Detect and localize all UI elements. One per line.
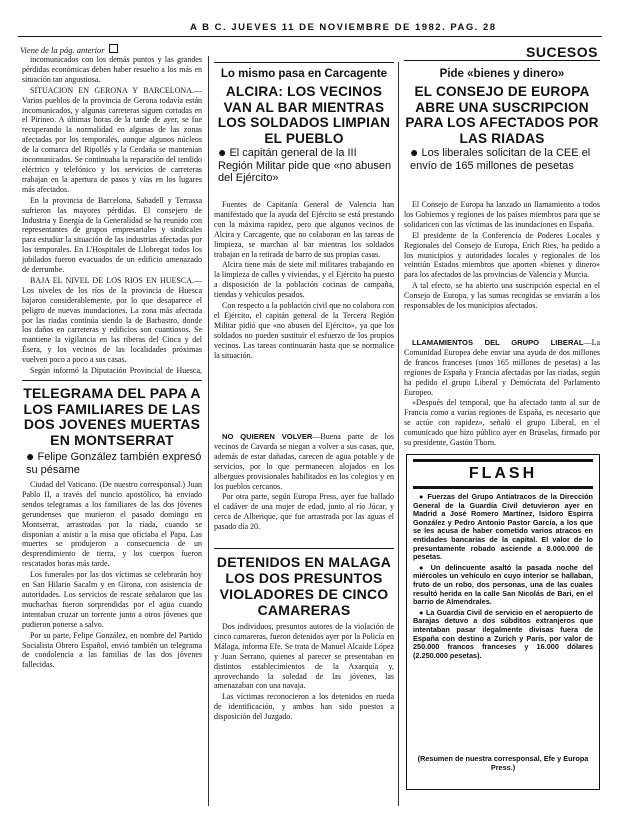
col1-para: Según informó la Diputación Provincial de Huesca,	[30, 366, 202, 375]
column-rule-1	[208, 56, 209, 806]
col1-para: incomunicados con los demás puntos y las grandes pérdidas económicas deben haber resuelto a los más en situación tan angustiosa.	[22, 55, 202, 84]
col1-headline: TELEGRAMA DEL PAPA A LOS FAMILIARES DE LAS DOS JOVENES MUERTAS EN MONTSERRAT	[23, 385, 201, 448]
col1-para: BAJA EL NIVEL DE LOS RIOS EN HUESCA.—Los niveles de los ríos de la provincia de Huesca bajaron considerablemente, por lo que desaparece el peligro de nuevas inundaciones. La zona más afectada por las riadas continúa siendo la de Barbastro, donde los daños en carreteras y edificios son cuantiosos. Se mantiene la vigilancia en las riberas del Cinca y del Ésera, y los vecinos de las localidades próximas vuelven poco a poco a sus casas.	[22, 275, 202, 365]
col2-article	[214, 200, 394, 426]
bullet-icon: ●	[26, 448, 35, 464]
col1-bottom-article	[22, 480, 202, 798]
col1-para: En la provincia de Barcelona, Sabadell y Terrassa sufrieron las mayores pérdidas. El consejero de Industria y Energía de la Generalidad se ha reunido con representantes de grupos empresariales y sindicales para estudiar la situación de las industrias afectadas por los temporales. En L'Hospitalet de Llobregat todos los jubilados fueron evacuados de un edificio amenazado de derrumbe.	[22, 195, 202, 275]
col2-headline2: DETENIDOS EN MALAGA LOS DOS PRESUNTOS VIOLADORES DE CINCO CAMARERAS	[216, 554, 392, 618]
flash-item-text: Un delincuente asaltó la pasada noche del miércoles un vehículo en cuyo interior se hallaban, fruto de un robo, dos personas, una de las cuales resultó herida en la calle San Nicolás de Bari, en el barrio de Almendrales.	[413, 562, 593, 607]
col3-para: El Consejo de Europa ha lanzado un llamamiento a todos los Gobiernos y regiones de los países miembros para que se solidaricen con las víctimas de las inundaciones en España.	[404, 200, 600, 229]
col1-para: Ciudad del Vaticano. (De nuestro corresponsal.) Juan Pablo II, a través del nuncio apostólico, ha enviado sendos telegramas a los familiares de las dos jóvenes gerundenses que murieron el pasado domingo en Montserrat, arrastradas por la riada, cuando se disponían a asistir a la misa que oficiaba el Papa. Las muertes se produjeron a consecuencia de un desprendimiento de tierra, y los cuerpos fueron rescatados horas más tarde.	[22, 480, 202, 569]
header-rule	[18, 36, 602, 37]
col2-para2: Las víctimas reconocieron a los detenidos en rueda de identificación, y ambos han sido puestos a disposición del Juzgado.	[214, 692, 394, 722]
col3-section2-title: LLAMAMIENTOS DEL GRUPO LIBERAL	[412, 338, 584, 347]
column-rule-2	[398, 62, 399, 806]
bullet-icon: ●	[419, 493, 428, 501]
flash-item-text: La Guardia Civil de servicio en el aeropuerto de Barajas detuvo a dos súbditos extranjeros que intentaban pasar ilegalmente divisas fuera de España con destino a Zurich y París, por valor de 250.000 francos franceses y 16.000 dólares (2.250.000 pesetas).	[413, 607, 593, 660]
col2-deck-text: El capitán general de la III Región Militar pide que «no abusen del Ejército»	[218, 147, 392, 184]
flash-item	[413, 564, 593, 607]
col3-deck	[410, 146, 600, 172]
col3-article	[404, 200, 600, 332]
col1-para: Los funerales por las dos víctimas se celebrarán hoy en San Hilario Sacalm y en Girona, con asistencia de autoridades. Los servicios de rescate señalaron que las muchachas fueron sorprendidas por el agua cuando intentaban cruzar un torrente junto a otros jóvenes que pudieron ponerse a salvo.	[22, 570, 202, 629]
bullet-icon: ●	[419, 607, 426, 617]
col2-section2-title: NO QUIEREN VOLVER	[222, 432, 313, 441]
flash-title: FLASH	[468, 465, 538, 482]
col1-deck-text: Felipe González también expresó su pésame	[26, 451, 202, 476]
flash-item-text: Fuerzas del Grupo Antiatracos de la Dirección General de la Guardia Civil detuvieron ayer en Madrid a José Romero Martínez, Isidoro Espirra González y Pedro Antonio Pastor García, a los que se les acusa de haber cometido varios atracos en entidades bancarias de la capital. El valor de lo presuntamente robado asciende a 8.000.000 de pesetas.	[413, 493, 593, 562]
col2-top-rule	[214, 62, 394, 63]
col1-divider	[22, 380, 202, 381]
bullet-icon: ●	[410, 144, 419, 160]
col2-deck	[218, 146, 394, 185]
col2-para: Con respecto a la población civil que no colabora con el Ejército, el capitán general de la Tercera Región Militar pidió que «no abusen del Ejército», ya que los soldados no pueden sustituir el esfuerzo de los propios vecinos. Las tareas continuarán hasta que se normalice la situación.	[214, 301, 394, 360]
col2-para: Alcira tiene más de siete mil militares trabajando en la limpieza de calles y viviendas, y el Ejército ha puesto a disposición de la población cocinas de campaña, tiendas y vehículos pesados.	[214, 260, 394, 300]
page-header: A B C. JUEVES 11 DE NOVIEMBRE DE 1982. PAG. 28	[190, 22, 497, 33]
bullet-icon: ●	[419, 562, 431, 572]
col2-article2	[214, 622, 394, 800]
col3-section2-more: «Después del temporal, que ha afectado tanto al sur de Francia como a varias regiones de España, es necesario que se actúe con rapidez», señaló el grupo Liberal, en el comunicado que hizo público ayer en Bruselas, firmado por su presidente, Gastón Thorn.	[404, 398, 600, 448]
col2-section2-para	[214, 432, 394, 491]
col1-para: Por su parte, Felipe González, en nombre del Partido Socialista Obrero Español, envió también un telegrama de condolencia a las familias de las dos jóvenes fallecidas.	[22, 630, 202, 670]
col3-section2-text: —La Comunidad Europea debe enviar una ayuda de dos millones de francos franceses (unos 165 millones de pesetas) a las regiones de España y Francia afectadas por las riadas, según ha pedido el grupo Liberal y Demócrata del Parlamento Europeo.	[404, 338, 600, 397]
continuation-box-icon	[109, 44, 118, 53]
flash-footnote: (Resumen de nuestra corresponsal, Efe y Europa Press.)	[417, 754, 589, 772]
flash-item	[413, 493, 593, 562]
col3-deck-text: Los liberales solicitan de la CEE el envío de 165 millones de pesetas	[410, 147, 591, 172]
col3-kicker: Pide «bienes y dinero»	[439, 68, 565, 80]
flash-body	[413, 493, 593, 753]
col3-para: El presidente de la Conferencia de Poderes Locales y Regionales del Consejo de Europa, Erich Ries, ha pedido a los municipios y autoridades locales y regionales de los veintiún Estados miembros que aporten «bienes y dinero» para los afectados de las provincias de Valencia y Murcia.	[404, 230, 600, 280]
flash-item	[413, 609, 593, 661]
col1-top-article	[22, 55, 202, 375]
col2-para2: Dos individuos, presuntos autores de la violación de cinco camareras, fueron detenidos ayer por la Policía en Málaga, informa Efe. Se trata de Manuel Alcaide López y Juan Serrano, quienes al parecer se presentaban en distintos establecimientos de la Axarquía y, aprovechando la soledad de las jóvenes, las amenazaban con una navaja.	[214, 622, 394, 691]
section-rule	[404, 60, 600, 61]
flash-bottom-band	[413, 486, 593, 489]
col2-section2-more: Por otra parte, según Europa Press, ayer fue hallado el cadáver de una mujer de edad, junto al río Júcar, y cerca de Alberique, que fue arrastrada por las aguas el pasado día 20.	[214, 492, 394, 532]
section-label: SUCESOS	[526, 44, 598, 60]
col2-section2	[214, 432, 394, 538]
col1-deck	[26, 450, 202, 476]
col3-section2-para	[404, 338, 600, 397]
flash-top-band	[413, 459, 593, 462]
col2-kicker: Lo mismo pasa en Carcagente	[220, 68, 388, 80]
col3-headline: EL CONSEJO DE EUROPA ABRE UNA SUSCRIPCION PARA LOS AFECTADOS POR LAS RIADAS	[405, 84, 599, 146]
col1-para: SITUACION EN GERONA Y BARCELONA.—Varios pueblos de la provincia de Gerona todavía están incomunicados, y algunas carreteras siguen cortadas en el Pirineo. A últimas horas de la tarde de ayer, se fue recuperando la normalidad en algunas de las zonas afectadas por los temporales, aunque algunos núcleos de la comarca del Ripollés y la Cerdaña se mantenían incomunicados. Se continuaba la reparación del tendido eléctrico y telefónico y los servicios de carreteras trabajan en la apertura de pasos y vías en los lugares más afectados.	[22, 85, 202, 194]
col2-section2-text: —Buena parte de los vecinos de Cavarda se niegan a volver a sus casas, que, además de estar dañadas, carecen de agua potable y de servicios, por lo que permanecen alojados en los albergues provisionales habilitados en los colegios y en los pueblos cercanos.	[214, 432, 394, 491]
col2-divider	[214, 548, 394, 549]
bullet-icon: ●	[218, 144, 227, 160]
flash-box	[406, 454, 600, 790]
col3-section2	[404, 338, 600, 448]
col2-headline: ALCIRA: LOS VECINOS VAN AL BAR MIENTRAS LOS SOLDADOS LIMPIAN EL PUEBLO	[217, 84, 391, 146]
col2-para: Fuentes de Capitanía General de Valencia han manifestado que la ayuda del Ejército se está prestando con la máxima rapidez, pero que algunos vecinos de Alcira y Carcagente, que no colaboran en las tareas de limpieza, se marchan al bar mientras los soldados trabajan en la retirada de barro de sus propias casas.	[214, 200, 394, 259]
page-continuation	[20, 44, 118, 55]
continuation-label: Viene de la pág. anterior	[20, 45, 105, 55]
col3-para: A tal efecto, se ha abierto una suscripción especial en el Consejo de Europa, y las sumas recogidas se enviarán a los responsables de los municipios afectados.	[404, 281, 600, 311]
